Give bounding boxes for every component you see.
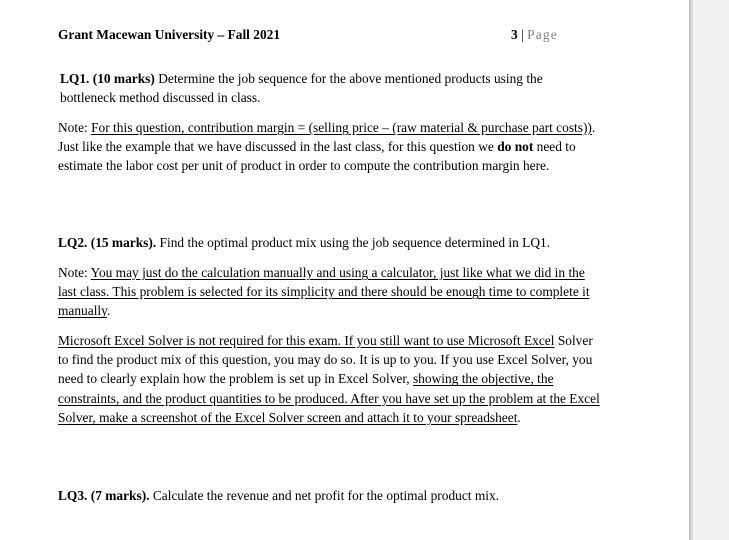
page-number-label <box>511 25 558 44</box>
viewer-side-panel <box>693 0 729 540</box>
lq2-note-suffix: . <box>106 303 111 319</box>
page-separator: | <box>521 27 524 42</box>
lq1-note <box>58 118 606 176</box>
lq1-note-underlined: For this question, contribution margin = (selling price – (raw material & purchase part costs)) <box>91 120 592 135</box>
lq2-note <box>58 263 606 321</box>
lq1-note-text-a: . Just like the example that we have discussed in the last class, for this question we <box>58 120 596 155</box>
lq2-text: Find the optimal product mix using the job sequence determined in LQ1. <box>156 235 551 250</box>
lq3-label: LQ3. (7 marks). <box>58 488 150 503</box>
page-word: Page <box>527 27 558 42</box>
lq2-label: LQ2. (15 marks). <box>58 235 157 250</box>
lq1-note-prefix: Note: <box>58 120 92 135</box>
lq3-text: Calculate the revenue and net profit for the optimal product mix. <box>149 488 500 503</box>
lq1-note-text-b: need to estimate the labor cost per unit of product in order to compute the contribution margin here. <box>58 139 576 174</box>
lq2-note-prefix: Note: <box>58 265 91 280</box>
lq1-label: LQ1. (10 marks) <box>60 71 155 86</box>
lq2-note-underlined: You may just do the calculation manually and using a calculator, just like what we did in the last class. This problem is selected for its simplicity and there should be enough time to complete it manually <box>58 265 590 319</box>
lq1-note-emphasis: do not <box>497 139 534 155</box>
solver-paragraph <box>58 331 606 427</box>
solver-underlined-a: Microsoft Excel Solver is not required for this exam. If you still want to use Microsoft Excel <box>58 333 555 348</box>
lq3-question <box>58 486 606 505</box>
lq2-question <box>58 233 606 252</box>
solver-suffix: . <box>517 409 521 425</box>
solver-underlined-b: showing the objective, the constraints, and the product quantities to be produced. After you have set up the problem at the Excel Solver, make a screenshot of the Excel Solver screen and attach it to your spreadsheet <box>58 371 600 425</box>
solver-text-a: Solver to find the product mix of this question, you may do so. It is up to you. If you use Excel Solver, you need to clearly explain how the problem is set up in Excel Solver, <box>58 333 593 387</box>
page-number: 3 <box>511 27 518 42</box>
header-title: Grant Macewan University – Fall 2021 <box>58 27 281 42</box>
lq1-text: Determine the job sequence for the above mentioned products using the bottleneck method discussed in class. <box>60 71 543 106</box>
lq1-question <box>60 69 590 107</box>
